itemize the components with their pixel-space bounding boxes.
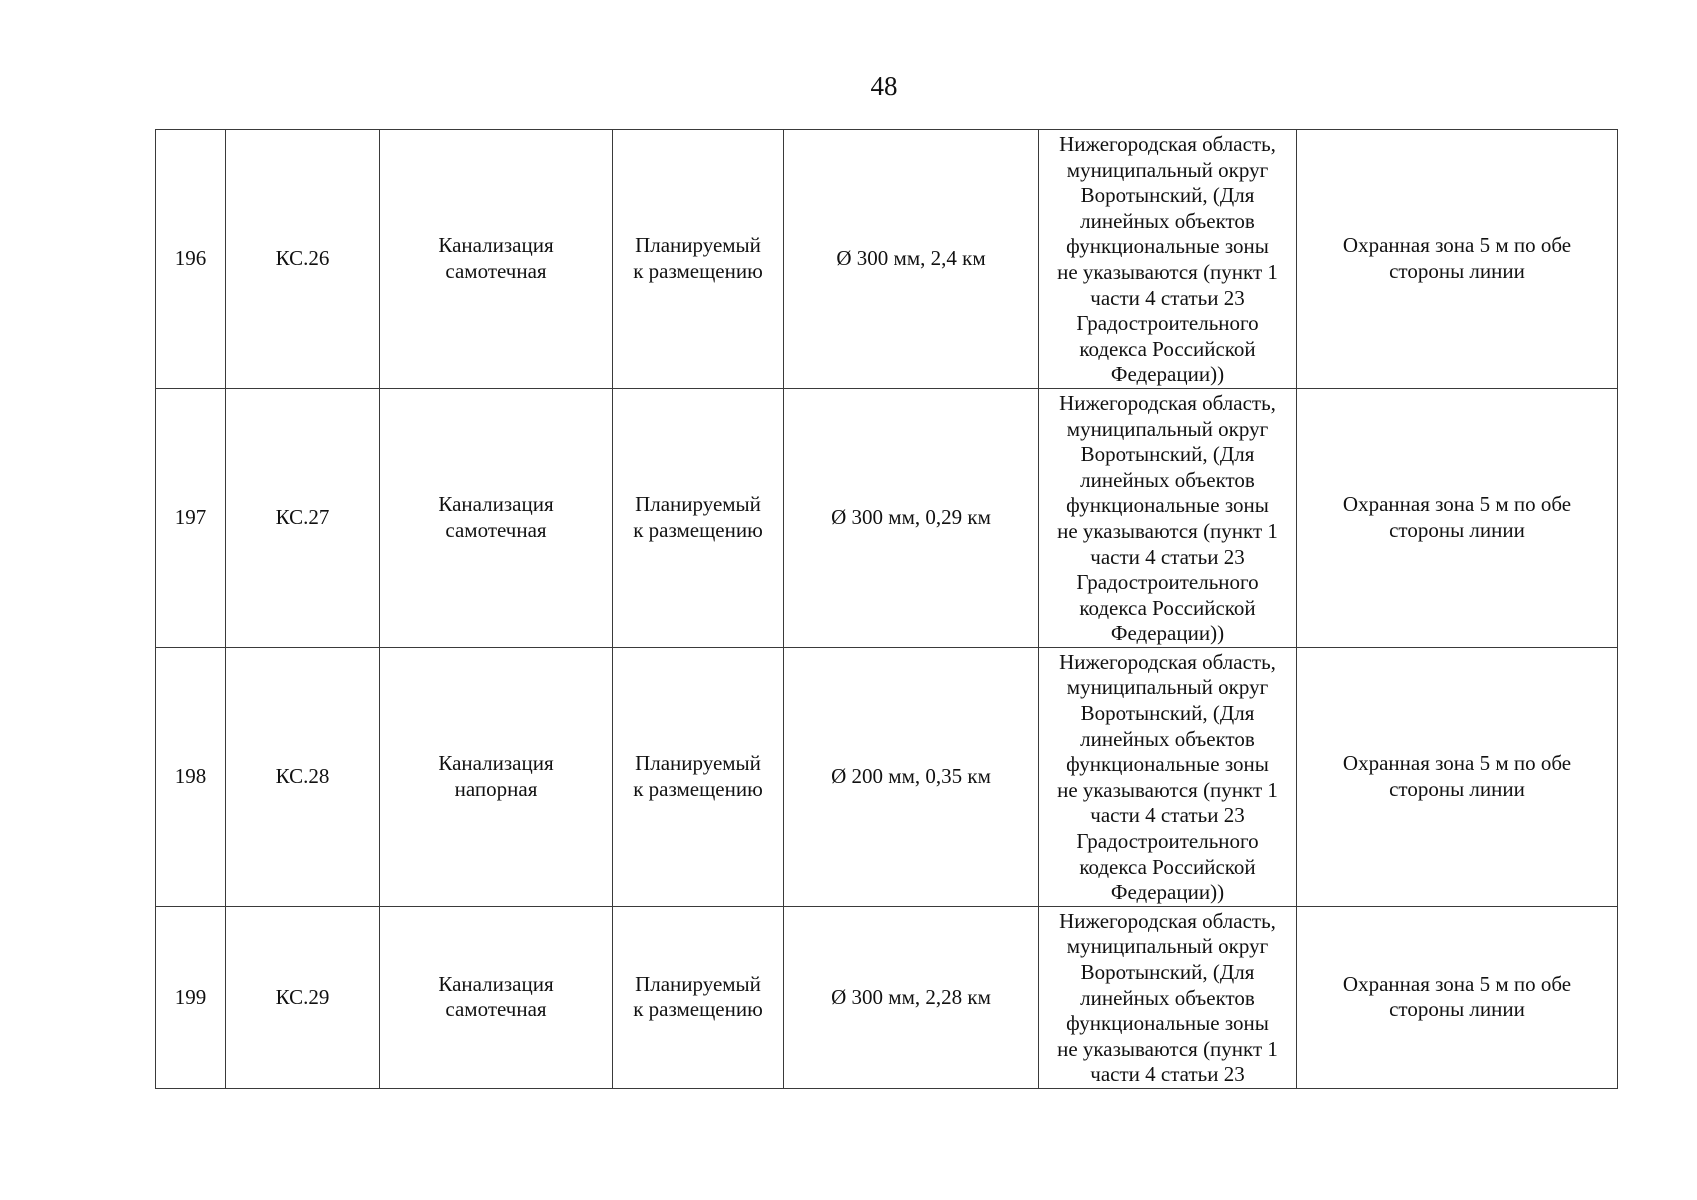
object-code-cell: КС.26 <box>226 130 380 389</box>
object-status-cell: Планируемый к размещению <box>613 130 784 389</box>
location-text: Нижегородская область, муниципальный округ Воротынский, (Для линейных объектов функциональные зоны не указываются (пункт 1 части 4 статьи 23 Градостроительного кодекса Российской Федерации)) <box>1057 390 1278 646</box>
location-cell <box>1039 647 1297 906</box>
page-number: 48 <box>870 71 898 101</box>
row-index-cell: 198 <box>156 647 226 906</box>
location-cell <box>1039 906 1297 1088</box>
object-status-cell: Планируемый к размещению <box>613 906 784 1088</box>
object-name-cell: Канализация самотечная <box>380 130 613 389</box>
object-parameters-cell: Ø 300 мм, 2,28 км <box>784 906 1039 1088</box>
table-row <box>156 130 1618 389</box>
protection-zone-cell: Охранная зона 5 м по обе стороны линии <box>1297 388 1618 647</box>
object-name-cell: Канализация самотечная <box>380 906 613 1088</box>
protection-zone-cell: Охранная зона 5 м по обе стороны линии <box>1297 130 1618 389</box>
table-row <box>156 388 1618 647</box>
location-cell <box>1039 130 1297 389</box>
location-text: Нижегородская область, муниципальный округ Воротынский, (Для линейных объектов функциональные зоны не указываются (пункт 1 части 4 статьи 23 Градостроительного кодекса Российской Федерации)) <box>1057 649 1278 905</box>
registry-table <box>155 129 1618 1089</box>
object-parameters-cell: Ø 200 мм, 0,35 км <box>784 647 1039 906</box>
object-name-cell: Канализация самотечная <box>380 388 613 647</box>
object-name-cell: Канализация напорная <box>380 647 613 906</box>
location-text: Нижегородская область, муниципальный округ Воротынский, (Для линейных объектов функциональные зоны не указываются (пункт 1 части 4 статьи 23 <box>1057 908 1278 1087</box>
table-row <box>156 647 1618 906</box>
object-code-cell: КС.27 <box>226 388 380 647</box>
location-text: Нижегородская область, муниципальный округ Воротынский, (Для линейных объектов функциональные зоны не указываются (пункт 1 части 4 статьи 23 Градостроительного кодекса Российской Федерации)) <box>1057 132 1278 387</box>
object-code-cell: КС.28 <box>226 647 380 906</box>
object-parameters-cell: Ø 300 мм, 0,29 км <box>784 388 1039 647</box>
object-status-cell: Планируемый к размещению <box>613 388 784 647</box>
object-parameters-cell: Ø 300 мм, 2,4 км <box>784 130 1039 389</box>
location-cell <box>1039 388 1297 647</box>
row-index-cell: 197 <box>156 388 226 647</box>
protection-zone-cell: Охранная зона 5 м по обе стороны линии <box>1297 647 1618 906</box>
row-index-cell: 196 <box>156 130 226 389</box>
table-row <box>156 906 1618 1088</box>
object-code-cell: КС.29 <box>226 906 380 1088</box>
object-status-cell: Планируемый к размещению <box>613 647 784 906</box>
row-index-cell: 199 <box>156 906 226 1088</box>
protection-zone-cell: Охранная зона 5 м по обе стороны линии <box>1297 906 1618 1088</box>
